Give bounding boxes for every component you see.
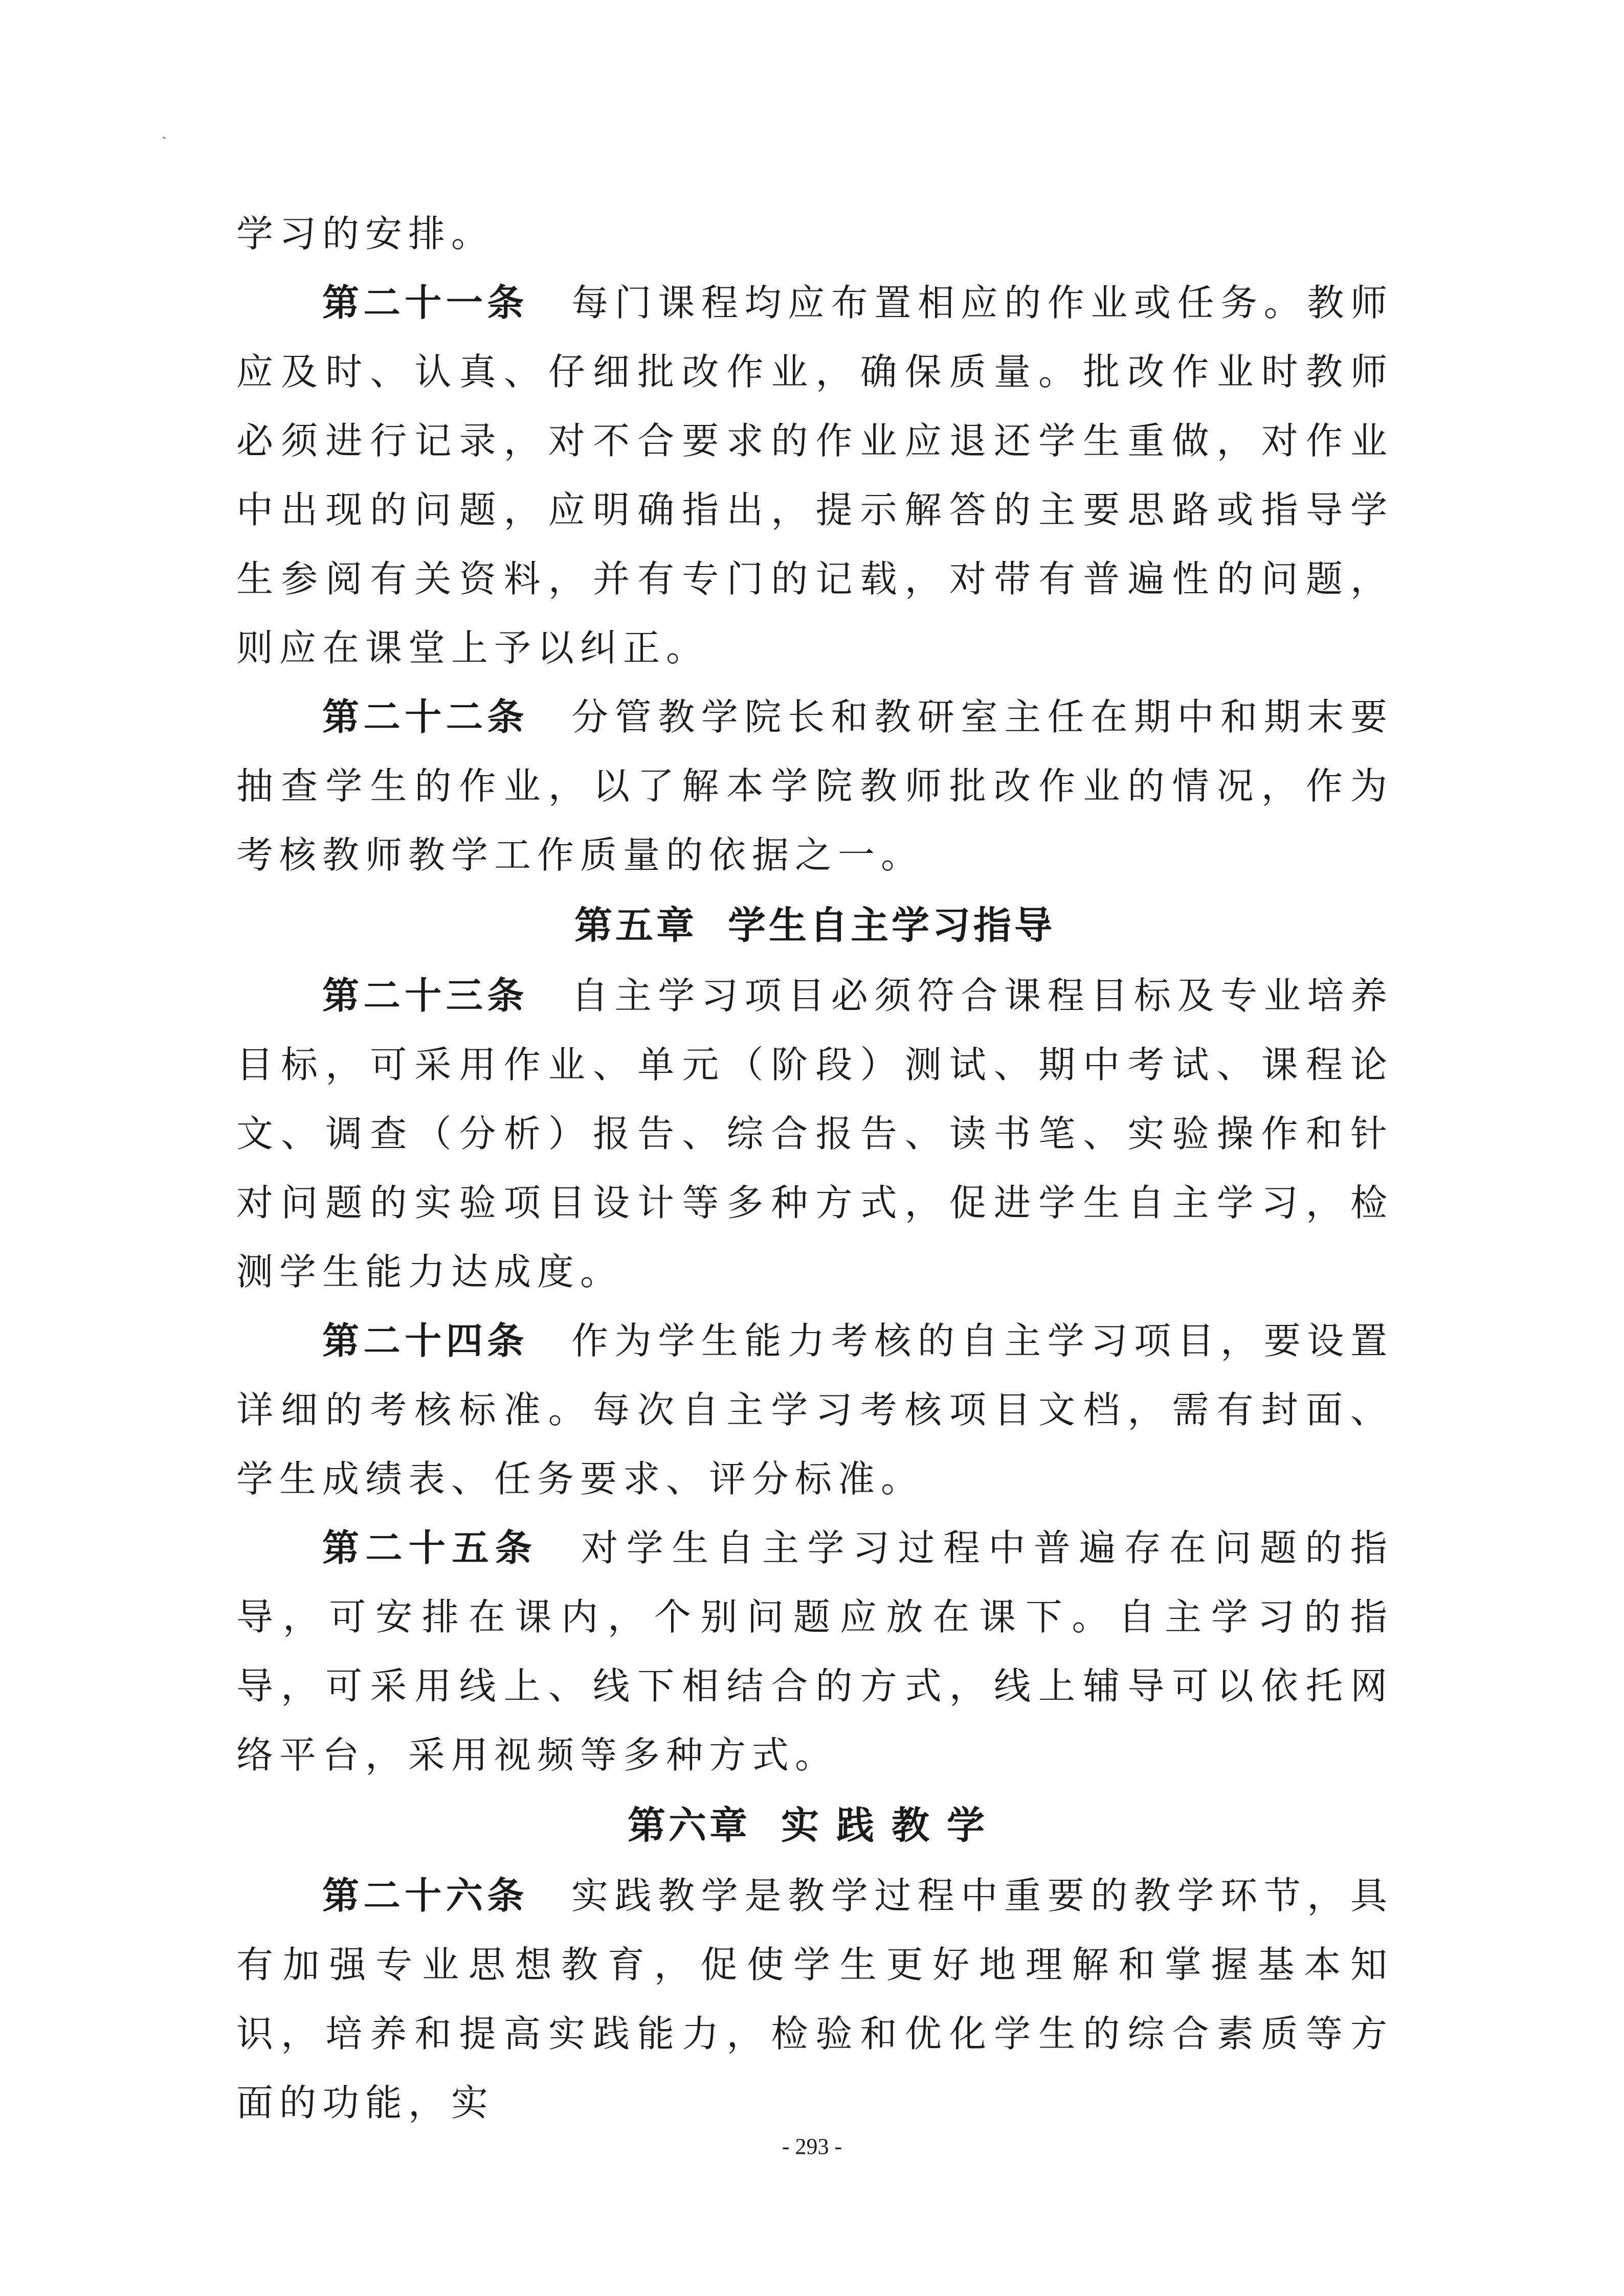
article-21 xyxy=(236,268,1393,683)
scan-speck xyxy=(163,137,166,140)
chapter-title: 实践教学 xyxy=(781,1804,1002,1848)
article-26 xyxy=(236,1861,1393,2137)
article-text: 分管教学院长和教研室主任在期中和期末要抽查学生的作业，以了解本学院教师批改作业的情况，作为考核教师教学工作质量的依据之一。 xyxy=(236,695,1393,876)
article-23 xyxy=(236,961,1393,1307)
chapter-6-heading xyxy=(236,1790,1393,1861)
article-text: 实践教学是教学过程中重要的教学环节，具有加强专业思想教育，促使学生更好地理解和掌握基本知识，培养和提高实践能力，检验和优化学生的综合素质等方面的功能，实 xyxy=(236,1874,1393,2124)
article-number: 第二十六条 xyxy=(322,1874,529,1917)
article-22 xyxy=(236,683,1393,890)
chapter-number: 第六章 xyxy=(628,1804,750,1848)
article-25 xyxy=(236,1514,1393,1790)
article-number: 第二十四条 xyxy=(322,1319,529,1362)
paragraph-continuation xyxy=(236,199,1393,268)
article-text: 作为学生能力考核的自主学习项目，要设置详细的考核标准。每次自主学习考核项目文档，需有封面、学生成绩表、任务要求、评分标准。 xyxy=(236,1319,1393,1500)
article-text: 对学生自主学习过程中普遍存在问题的指导，可安排在课内，个别问题应放在课下。自主学习的指导，可采用线上、线下相结合的方式，线上辅导可以依托网络平台，采用视频等多种方式。 xyxy=(236,1526,1393,1776)
article-number: 第二十一条 xyxy=(322,281,529,324)
article-text: 每门课程均应布置相应的作业或任务。教师应及时、认真、仔细批改作业，确保质量。批改作业时教师必须进行记录，对不合要求的作业应退还学生重做，对作业中出现的问题，应明确指出，提示解答的主要思路或指导学生参阅有关资料，并有专门的记载，对带有普遍性的问题，则应在课堂上予以纠正。 xyxy=(236,281,1393,669)
document-body xyxy=(236,199,1393,2137)
article-number: 第二十二条 xyxy=(322,695,529,738)
chapter-number: 第五章 xyxy=(574,904,697,948)
article-number: 第二十三条 xyxy=(322,974,529,1017)
article-24 xyxy=(236,1307,1393,1514)
chapter-5-heading xyxy=(236,890,1393,961)
page-number: - 293 - xyxy=(782,2134,842,2159)
chapter-title: 学生自主学习指导 xyxy=(728,904,1055,948)
article-text: 自主学习项目必须符合课程目标及专业培养目标，可采用作业、单元（阶段）测试、期中考试、课程论文、调查（分析）报告、综合报告、读书笔、实验操作和针对问题的实验项目设计等多种方式，促进学生自主学习，检测学生能力达成度。 xyxy=(236,974,1393,1293)
paragraph-text: 学习的安排。 xyxy=(236,212,495,255)
article-number: 第二十五条 xyxy=(322,1526,539,1569)
